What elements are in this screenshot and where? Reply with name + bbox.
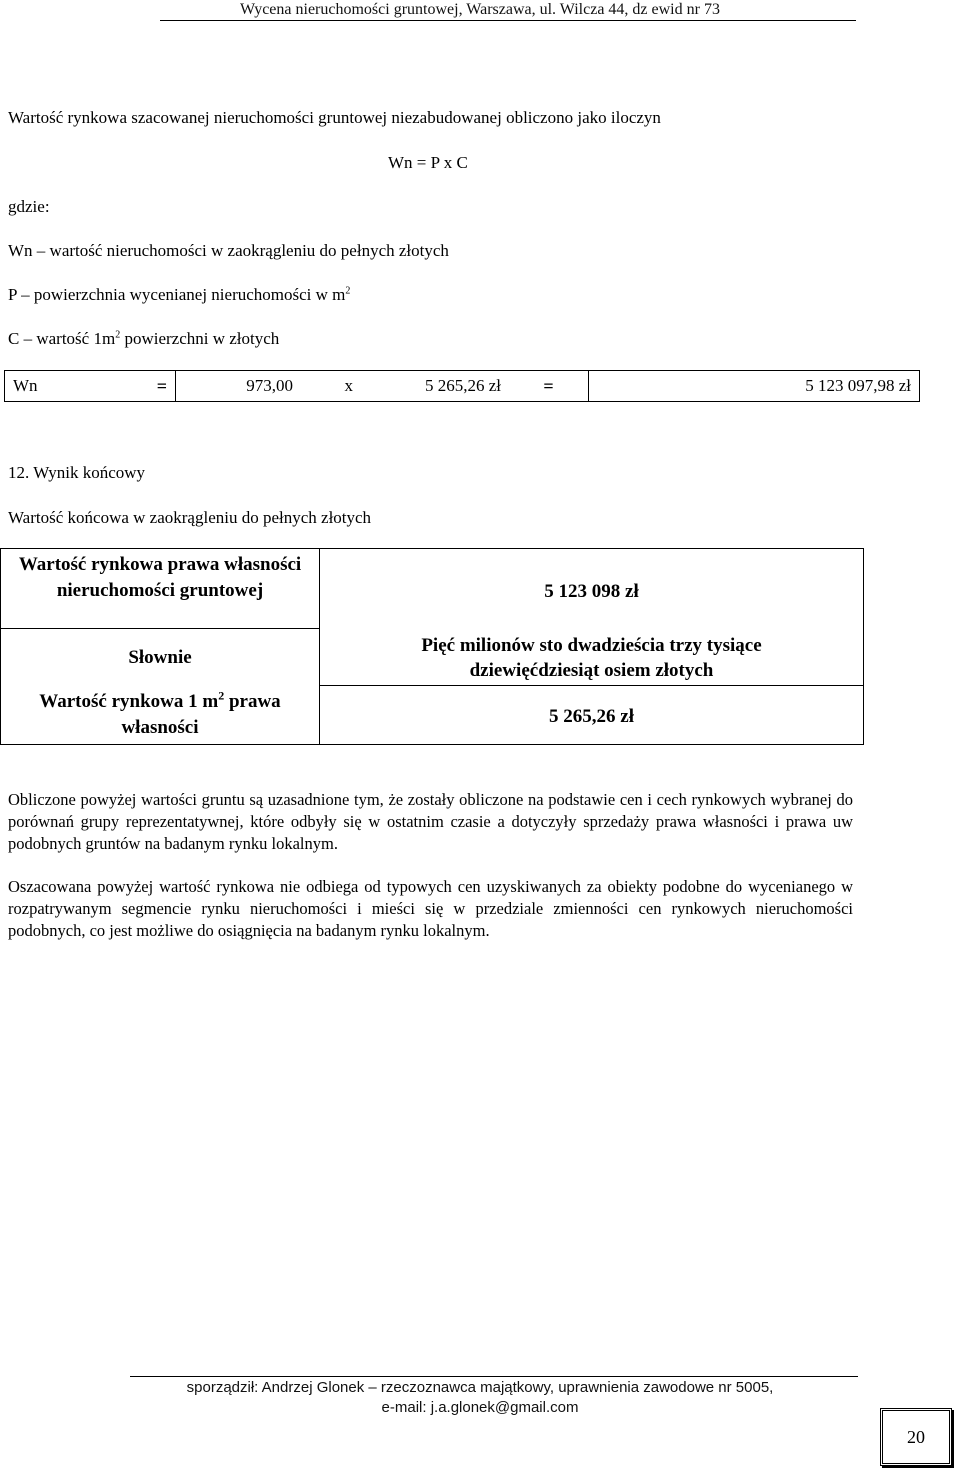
calc-equals-2: = — [543, 375, 554, 396]
legend-c — [8, 328, 279, 350]
formula: Wn = P x C — [388, 153, 468, 172]
legend-c-sup: 2 — [115, 329, 121, 341]
calc-price: 5 265,26 zł — [424, 376, 501, 395]
calc-label: Wn — [13, 376, 38, 395]
footer — [0, 1378, 960, 1418]
gdzie-label: gdzie: — [8, 197, 50, 216]
intro-text: Wartość rynkowa szacowanej nieruchomości gruntowej niezabudowanej obliczono jako iloczyn — [8, 108, 661, 127]
label-unit-sup: 2 — [218, 688, 225, 703]
calc-total: 5 123 097,98 zł — [805, 376, 911, 395]
label-in-words: Słownie — [128, 647, 192, 668]
page-header: Wycena nieruchomości gruntowej, Warszawa, ul. Wilcza 44, dz ewid nr 73 — [240, 1, 720, 18]
legend-p-sup: 2 — [345, 285, 351, 297]
legend-c-post: powierzchni w złotych — [120, 329, 280, 348]
result-divider — [320, 685, 863, 686]
legend-p — [8, 284, 350, 306]
page-number: 20 — [880, 1408, 952, 1466]
calc-price-cell — [361, 371, 509, 401]
header-divider — [160, 20, 856, 21]
section-title: 12. Wynik końcowy — [8, 463, 146, 482]
calc-times: x — [344, 376, 353, 395]
calc-area-cell — [175, 371, 301, 401]
footer-divider — [130, 1376, 858, 1377]
footer-email: e-mail: j.a.glonek@gmail.com — [381, 1399, 579, 1416]
legend-p-text: P – powierzchnia wycenianej nieruchomości w m — [8, 285, 346, 304]
calc-label-cell — [5, 371, 175, 401]
result-unit-value: 5 265,26 zł — [549, 706, 634, 727]
label-unit-value — [1, 689, 319, 741]
result-value: 5 123 098 zł — [544, 581, 639, 602]
calc-equals-2-cell — [509, 371, 589, 401]
result-in-words: Pięć milionów sto dwadzieścia trzy tysiące dziewięćdziesiąt osiem złotych — [421, 635, 762, 681]
calc-area: 973,00 — [246, 376, 293, 395]
calculation-row — [4, 370, 920, 402]
label-unit-pre: Wartość rynkowa 1 m — [39, 691, 219, 712]
label-unit-post: prawa własności — [121, 691, 286, 738]
result-labels-column — [1, 549, 320, 744]
label-market-value: Wartość rynkowa prawa własności nieruchomości gruntowej — [1, 549, 319, 629]
result-table — [0, 548, 864, 745]
legend-c-pre: C – wartość 1m — [8, 329, 116, 348]
paragraph-justification: Obliczone powyżej wartości gruntu są uzasadnione tym, że zostały obliczone na podstawie cen i cech rynkowych wybranej do porównań grupy reprezentatywnej, które odbyły się w ostatnim czasie a dotyczyły sprzedaży prawa własności i prawa uw podobnych gruntów na badanym rynku lokalnym. — [8, 790, 853, 853]
footer-author: sporządził: Andrzej Glonek – rzeczoznawca majątkowy, uprawnienia zawodowe nr 5005, — [186, 1379, 774, 1396]
calc-total-cell — [589, 371, 919, 401]
legend-wn: Wn – wartość nieruchomości w zaokrągleniu do pełnych złotych — [8, 241, 449, 260]
paragraph-conclusion: Oszacowana powyżej wartość rynkowa nie odbiega od typowych cen uzyskiwanych za obiekty podobne do wycenianego w rozpatrywanym segmencie rynku nieruchomości i mieści się w przedziale zmienności cen rynkowych nieruchomości podobnych, co jest możliwe do osiągnięcia na badanym rynku lokalnym. — [8, 877, 853, 940]
section-subtitle: Wartość końcowa w zaokrągleniu do pełnych złotych — [8, 508, 372, 527]
calc-times-cell — [301, 371, 361, 401]
calc-equals-1: = — [156, 375, 167, 396]
